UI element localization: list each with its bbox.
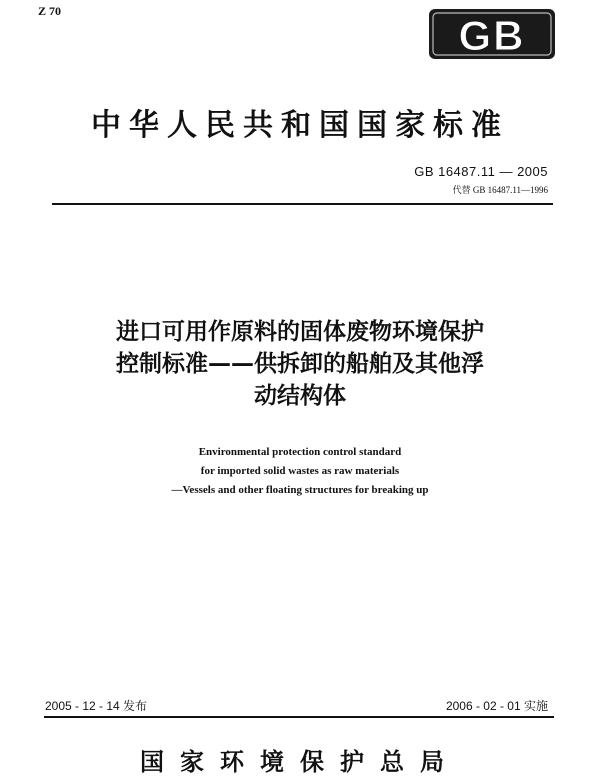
implementation-date: 2006 - 02 - 01 实施 <box>445 699 548 713</box>
gb-logo-text: GB <box>458 12 526 59</box>
title-chinese <box>0 316 600 412</box>
standard-number: GB 16487.11 — 2005 <box>414 164 548 179</box>
national-standard-title: 中华人民共和国国家标准 <box>91 108 509 143</box>
title-english <box>0 443 600 500</box>
title-chinese-line: 动结构体 <box>254 383 346 409</box>
replaces-note: 代替 GB 16487.11—1996 <box>452 185 548 195</box>
header-divider <box>52 203 553 205</box>
title-chinese-line: 控制标准——供拆卸的船舶及其他浮 <box>116 351 484 377</box>
gb-logo <box>428 8 556 60</box>
title-english-line: Environmental protection control standard <box>198 446 402 458</box>
issue-date: 2005 - 12 - 14 发布 <box>45 699 148 713</box>
title-english-line: —Vessels and other floating structures for breaking up <box>171 484 429 496</box>
footer-divider <box>44 716 554 718</box>
title-english-line: for imported solid wastes as raw materials <box>200 465 400 477</box>
issuing-authority: 国家环境保护总局 <box>140 747 460 776</box>
title-chinese-line: 进口可用作原料的固体废物环境保护 <box>116 319 484 345</box>
ccs-code: Z 70 <box>38 4 62 18</box>
